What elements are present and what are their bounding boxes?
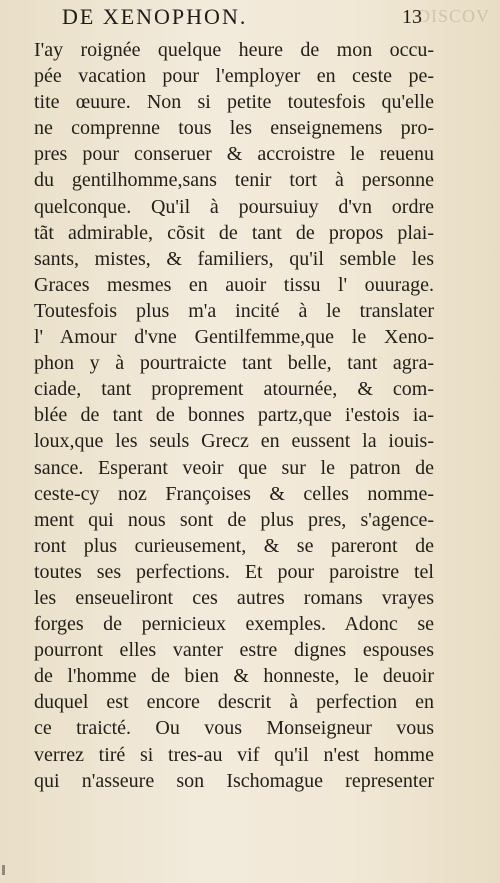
text-line: ment qui nous sont de plus pres, s'agence- [34,508,434,531]
text-line: pourront elles vanter estre dignes espouses [34,639,434,662]
page-number: 13 [402,6,422,28]
body-text [34,37,434,794]
text-line: pée vacation pour l'employer en ceste pe- [34,65,434,88]
text-line: ciade, tant proprement atournée, & com- [34,378,434,401]
text-line: ce traicté. Ou vous Monseigneur vous [34,717,434,740]
text-line: l' Amour d'vne Gentilfemme,que le Xeno- [34,326,434,349]
text-line: I'ay roignée quelque heure de mon occu- [34,39,434,61]
text-line: tite œuure. Non si petite toutesfois qu'elle [34,91,434,114]
text-line: du gentilhomme,sans tenir tort à personne [34,169,434,192]
text-line: verrez tiré si tres-au vif qu'il n'est homme [34,743,434,766]
text-line: toutes ses perfections. Et pour paroistre tel [34,560,434,583]
text-line: forges de pernicieux exemples. Adonc se [34,613,434,636]
text-line: quelconque. Qu'il à poursuiuy d'vn ordre [34,195,434,218]
text-line: ne comprenne tous les enseignemens pro- [34,117,434,140]
text-line: qui n'asseure son Ischomague representer [34,769,434,792]
text-line: ront plus curieusement, & se pareront de [34,534,434,557]
page-header [62,4,490,34]
text-line: phon y à pourtraicte tant belle, tant agra- [34,352,434,375]
page-edge-mark [2,865,5,875]
text-line: ceste-cy noz Françoises & celles nomme- [34,482,434,505]
text-line: loux,que les seuls Grecz en eussent la iouis- [34,430,434,453]
text-line: de l'homme de bien & honneste, le deuoir [34,665,434,688]
text-line: duquel est encore descrit à perfection en [34,691,434,714]
text-line: blée de tant de bonnes partz,que i'estois ia- [34,404,434,427]
show-through-text: DISCOV [416,6,490,26]
text-line: tãt admirable, cõsit de tant de propos plai- [34,221,434,244]
text-line: sance. Esperant veoir que sur le patron de [34,456,434,479]
running-title: DE XENOPHON. [62,4,248,29]
text-line: sants, mistes, & familiers, qu'il semble les [34,247,434,270]
text-line: Graces mesmes en auoir tissu l' ouurage. [34,273,434,296]
text-line: Toutesfois plus m'a incité à le translater [34,299,434,322]
text-line: pres pour conseruer & accroistre le reuenu [34,143,434,166]
text-line: les enseueliront ces autres romans vrayes [34,586,434,609]
